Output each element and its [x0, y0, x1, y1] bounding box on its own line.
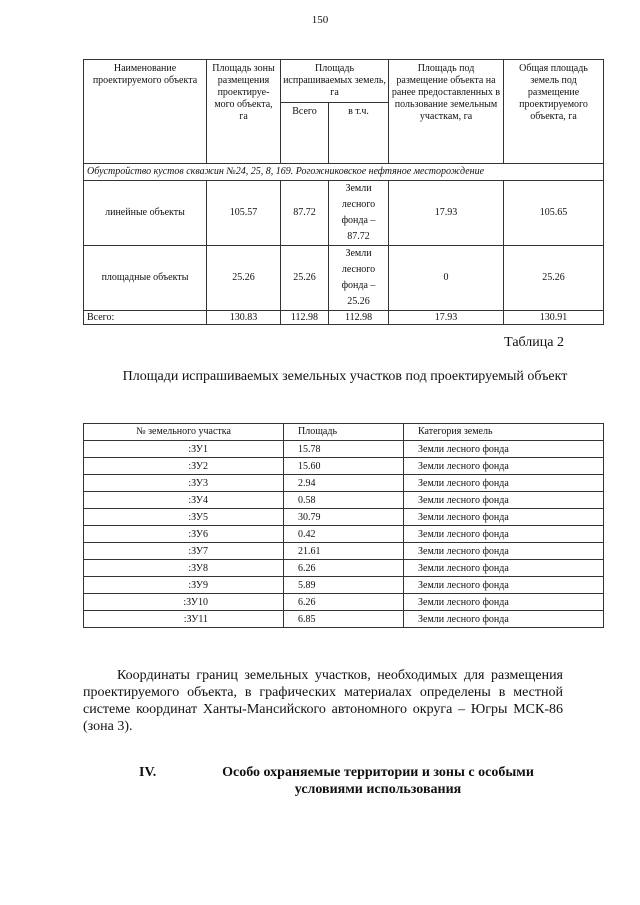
header-area: Площадь — [284, 424, 404, 441]
header-previous-area: Площадь под размещение объекта на ранее предоставленных в пользование земельным участкам, га — [389, 60, 504, 164]
requested-including-cell: 112.98 — [329, 311, 389, 325]
total-area-cell: 25.26 — [504, 246, 604, 311]
area-cell: 6.26 — [284, 560, 404, 577]
table-row — [84, 611, 604, 628]
requested-total-cell: 112.98 — [281, 311, 329, 325]
table-row — [84, 475, 604, 492]
table-row — [84, 594, 604, 611]
plot-number-cell: :ЗУ6 — [84, 526, 284, 543]
total-area-cell: 130.91 — [504, 311, 604, 325]
header-zone-area: Площадь зоны размещения проектируе-мого объекта, га — [207, 60, 281, 164]
area-cell: 6.26 — [284, 594, 404, 611]
header-total-area: Общая площадь земель под размещение проектируемого объекта, га — [504, 60, 604, 164]
section-row: Обустройство кустов скважин №24, 25, 8, 169. Рогожниковское нефтяное месторождение — [84, 164, 604, 181]
land-category-cell: Земли лесного фонда — [404, 577, 604, 594]
area-cell: 6.85 — [284, 611, 404, 628]
plot-number-cell: :ЗУ8 — [84, 560, 284, 577]
section-title: Особо охраняемые территории и зоны с особыми условиями использования — [222, 765, 534, 797]
area-cell: 0.42 — [284, 526, 404, 543]
table-row — [84, 458, 604, 475]
area-cell: 5.89 — [284, 577, 404, 594]
plot-number-cell: :ЗУ7 — [84, 543, 284, 560]
table-row — [84, 509, 604, 526]
table-title: Площади испрашиваемых земельных участков под проектируемый объект — [122, 369, 568, 384]
plot-number-cell: :ЗУ9 — [84, 577, 284, 594]
zone-area-cell: 130.83 — [207, 311, 281, 325]
object-name-cell: площадные объекты — [84, 246, 207, 311]
requested-including-cell: Земли лесного фонда – 25.26 — [329, 246, 389, 311]
land-category-cell: Земли лесного фонда — [404, 611, 604, 628]
area-cell: 2.94 — [284, 475, 404, 492]
table-row — [84, 246, 604, 311]
area-cell: 30.79 — [284, 509, 404, 526]
total-area-cell: 105.65 — [504, 181, 604, 246]
land-category-cell: Земли лесного фонда — [404, 441, 604, 458]
land-category-cell: Земли лесного фонда — [404, 475, 604, 492]
area-cell: 15.78 — [284, 441, 404, 458]
header-total: Всего — [281, 103, 329, 164]
plot-number-cell: :ЗУ1 — [84, 441, 284, 458]
section-number: IV. — [139, 765, 157, 780]
plot-number-cell: :ЗУ10 — [84, 594, 284, 611]
table-caption: Таблица 2 — [504, 335, 564, 350]
area-cell: 21.61 — [284, 543, 404, 560]
land-category-cell: Земли лесного фонда — [404, 560, 604, 577]
zone-area-cell: 105.57 — [207, 181, 281, 246]
land-category-cell: Земли лесного фонда — [404, 492, 604, 509]
land-category-cell: Земли лесного фонда — [404, 509, 604, 526]
plot-number-cell: :ЗУ2 — [84, 458, 284, 475]
object-name-cell: Всего: — [84, 311, 207, 325]
previous-area-cell: 17.93 — [389, 181, 504, 246]
table-row — [84, 577, 604, 594]
header-land-category: Категория земель — [404, 424, 604, 441]
land-category-cell: Земли лесного фонда — [404, 543, 604, 560]
plot-number-cell: :ЗУ11 — [84, 611, 284, 628]
table-row-total — [84, 311, 604, 325]
previous-area-cell: 0 — [389, 246, 504, 311]
table-row — [84, 441, 604, 458]
page-number: 150 — [311, 14, 329, 26]
land-category-cell: Земли лесного фонда — [404, 458, 604, 475]
requested-total-cell: 87.72 — [281, 181, 329, 246]
zone-area-cell: 25.26 — [207, 246, 281, 311]
header-object-name: Наименование проектируемого объекта — [84, 60, 207, 164]
table-row — [84, 492, 604, 509]
table-row — [84, 560, 604, 577]
requested-total-cell: 25.26 — [281, 246, 329, 311]
object-name-cell: линейные объекты — [84, 181, 207, 246]
plot-number-cell: :ЗУ4 — [84, 492, 284, 509]
header-requested-area: Площадь испрашиваемых земель, га — [281, 60, 389, 103]
land-category-cell: Земли лесного фонда — [404, 526, 604, 543]
header-plot-number: № земельного участка — [84, 424, 284, 441]
land-area-table — [83, 59, 604, 325]
table-row — [84, 181, 604, 246]
requested-including-cell: Земли лесного фонда – 87.72 — [329, 181, 389, 246]
table-row — [84, 526, 604, 543]
previous-area-cell: 17.93 — [389, 311, 504, 325]
area-cell: 15.60 — [284, 458, 404, 475]
plot-number-cell: :ЗУ5 — [84, 509, 284, 526]
land-category-cell: Земли лесного фонда — [404, 594, 604, 611]
land-plots-table — [83, 423, 604, 628]
plot-number-cell: :ЗУ3 — [84, 475, 284, 492]
coordinates-paragraph: Координаты границ земельных участков, необходимых для размещения проектируемого объекта, в графических материалах определены в местной системе координат Ханты-Мансийского автономного округа – Югры МСК-86 (зона 3). — [83, 668, 563, 734]
header-including: в т.ч. — [329, 103, 389, 164]
area-cell: 0.58 — [284, 492, 404, 509]
table-row — [84, 543, 604, 560]
